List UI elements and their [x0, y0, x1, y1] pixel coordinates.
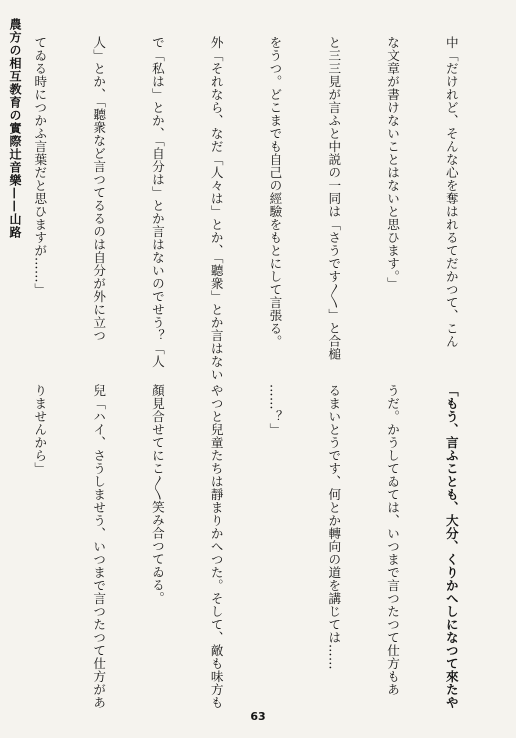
- text-column: やつと兒童たちは靜まりかへつた。そして、敵も味方も: [208, 384, 224, 709]
- text-column: な文章が書けないことはないと思ひます。」: [385, 36, 401, 290]
- text-column: 外「それなら、なだ「人々は」とか、「聽衆」とか言はない: [208, 36, 224, 381]
- running-header: 農方の相互教育の實際辻音樂——山路: [8, 18, 22, 239]
- text-column: りませんから」: [32, 384, 48, 475]
- text-column: るまいとうです、何とか轉向の道を講じては……: [326, 384, 342, 670]
- text-column: と三三見が言ふと中説の一同は「さうです〳〵」と合槌: [326, 36, 342, 361]
- page-number: 63: [250, 710, 266, 723]
- text-column: 兒「ハイ、さうしませう、いつまで言つたつて仕方があ: [91, 384, 107, 709]
- text-column: 「もう、言ふことも、大分、くりかへしになつて來たや: [443, 384, 459, 709]
- text-column: 顏見合せてにこ〳〵笑み合つてゐる。: [149, 384, 165, 605]
- text-block-lower: [0, 384, 500, 709]
- text-column: てゐる時につかふ言葉だと思ひますが……」: [32, 36, 48, 296]
- text-column: をうつ。どこまでも自己の經驗をもとにして言張る。: [267, 36, 283, 348]
- text-column: 人」とか、「聽衆など言つてるるのは自分が外に立つ: [91, 36, 107, 342]
- text-block-upper: [0, 36, 500, 381]
- text-column: うだ。かうしてゐては、いつまで言つたつて仕方もあ: [385, 384, 401, 696]
- text-column: ……？」: [267, 384, 283, 436]
- text-column: で「私は」とか、「自分は」とか言はないのでせう？「人: [149, 36, 165, 368]
- text-column: 中「だけれど、そんな心を奪はれるてだかつて、こん: [443, 36, 459, 348]
